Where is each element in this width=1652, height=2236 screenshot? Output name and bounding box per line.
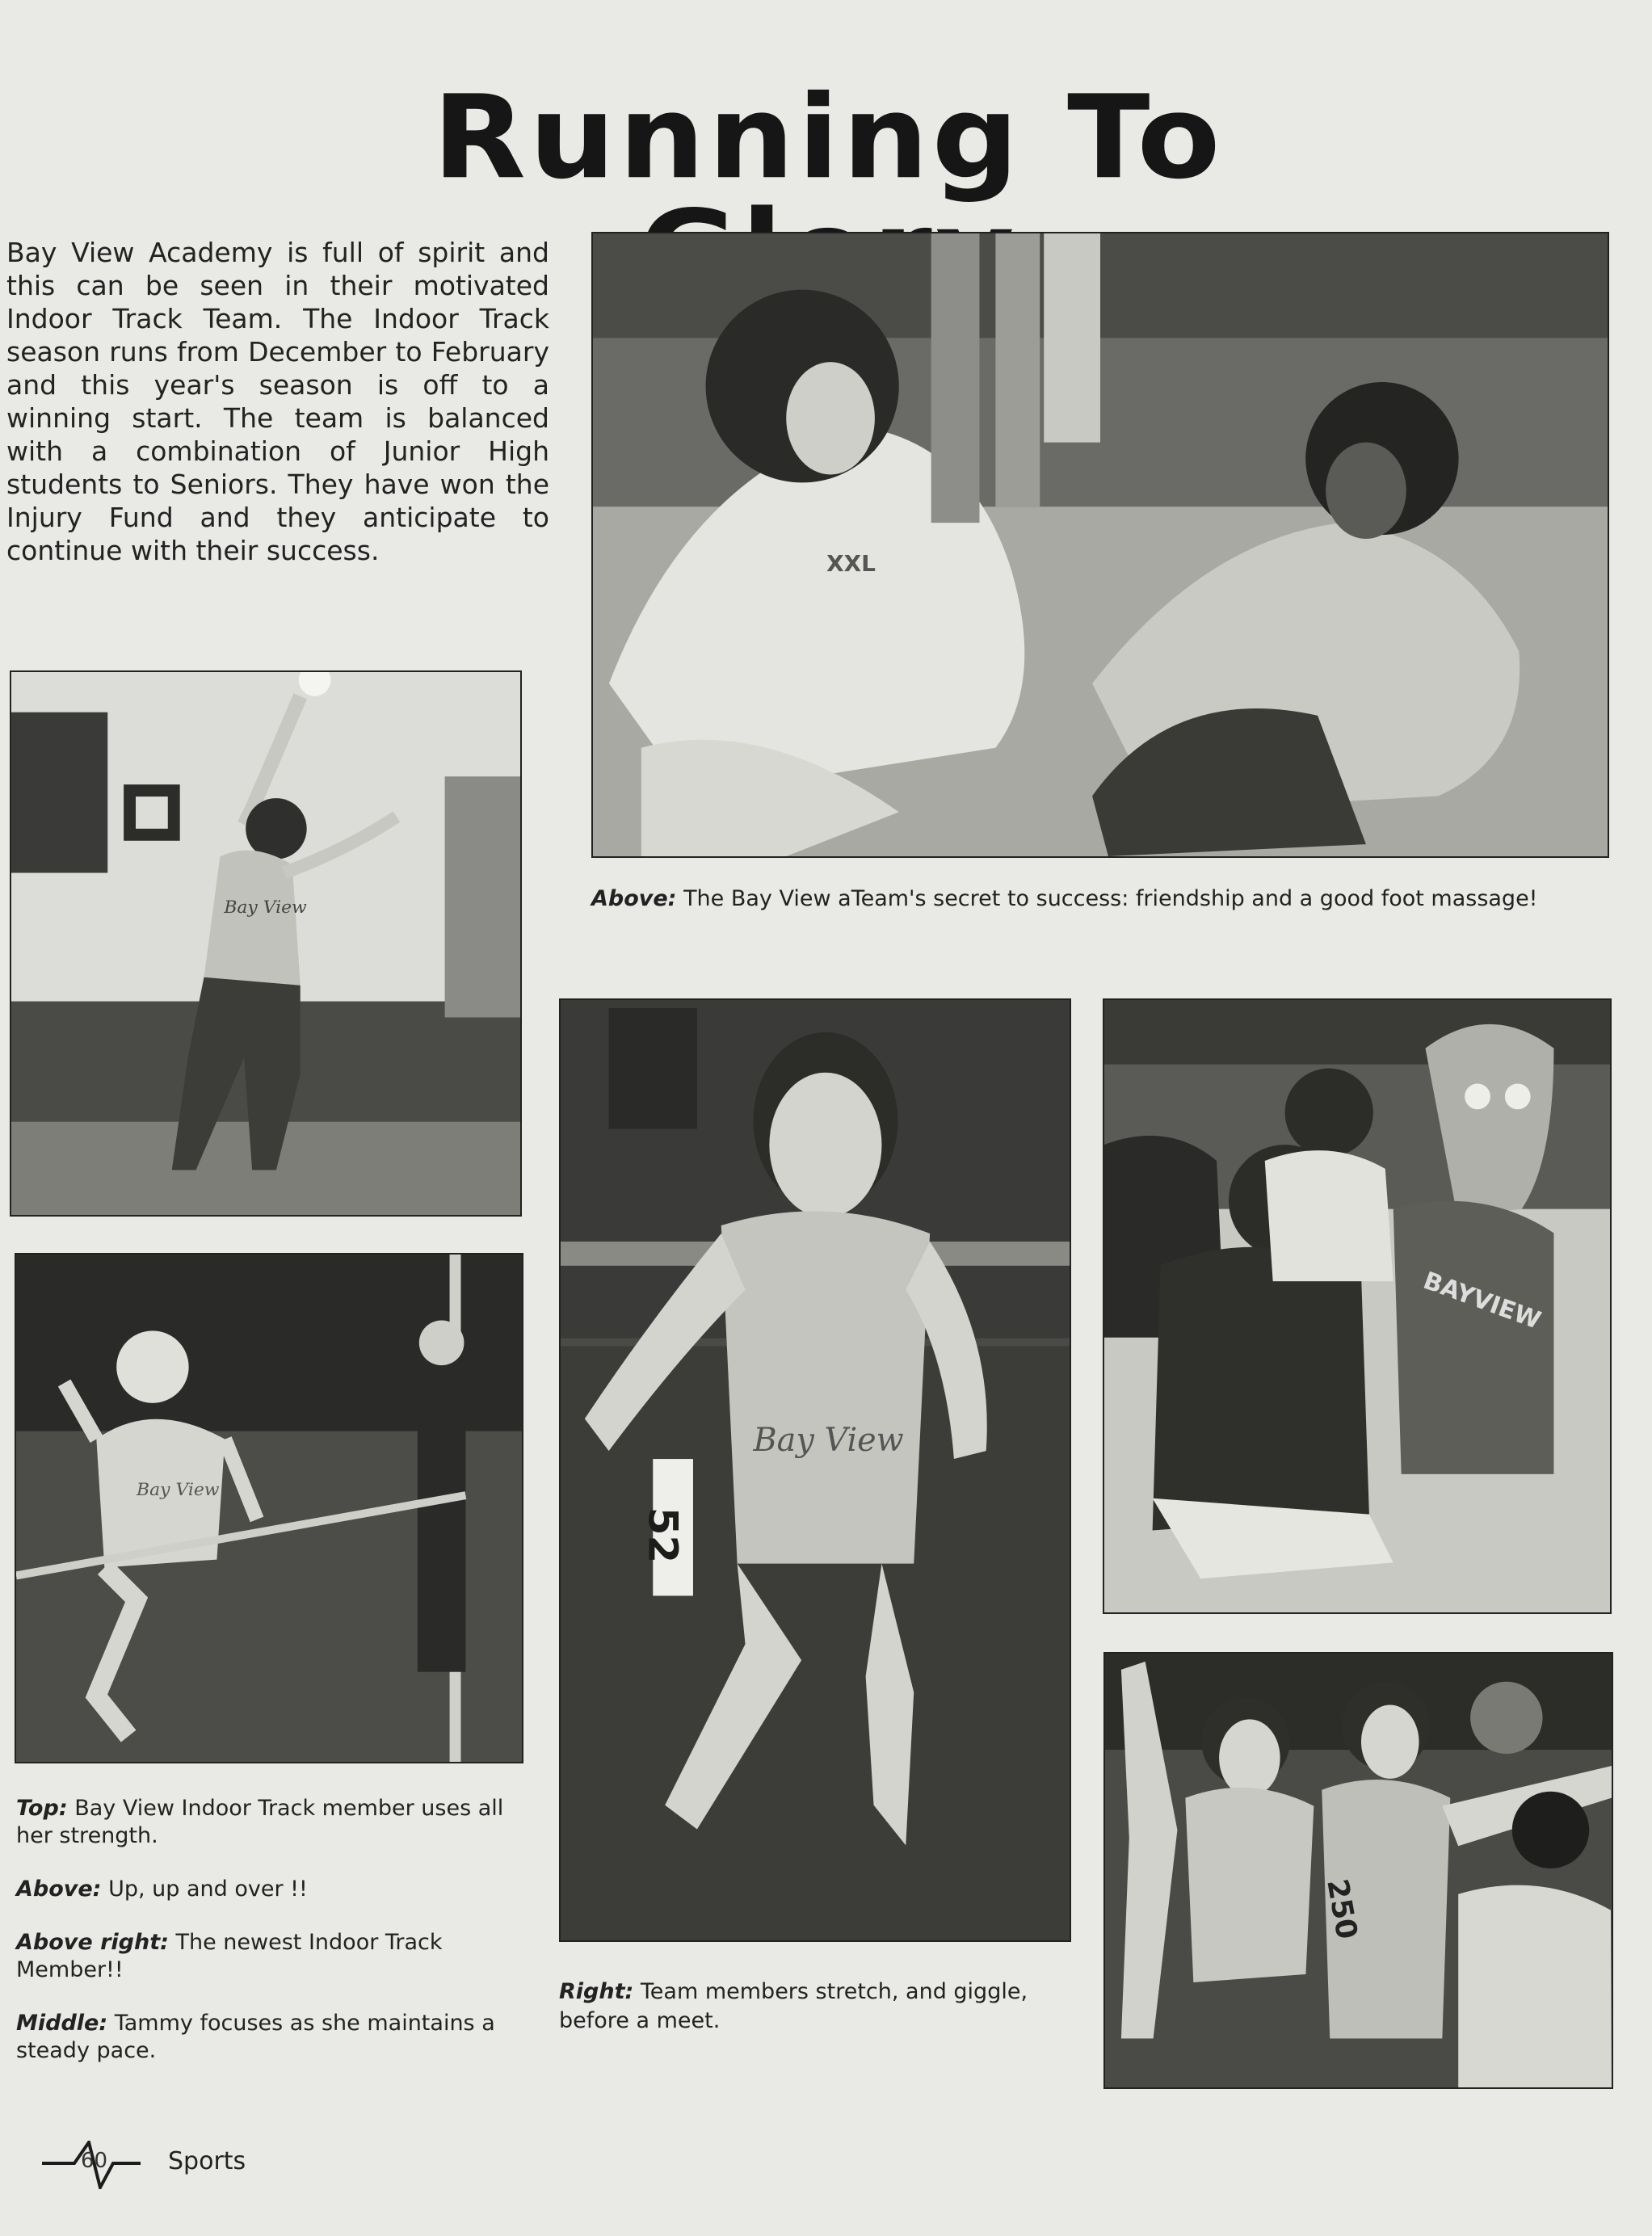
caption-text: The Bay View aTeam's secret to success: friendship and a good foot massage!: [676, 886, 1538, 911]
caption-lead: Above:: [591, 886, 677, 911]
photo-shot-put: [10, 670, 522, 1217]
mascot-shirt-text: BAYVIEW: [1419, 1266, 1545, 1335]
photo-runner: [559, 998, 1071, 1942]
runner-bib-number: 52: [639, 1507, 687, 1564]
caption-right: [559, 1978, 1060, 2036]
caption-above-right: [16, 1929, 533, 1984]
caption-lead: Above:: [16, 1877, 102, 1902]
caption-above: [16, 1876, 533, 1903]
caption-foot-massage: [591, 885, 1609, 913]
caption-lead: Right:: [559, 1979, 634, 2004]
intro-paragraph: Bay View Academy is full of spirit and this can be seen in their motivated Indoor Track Team. The Indoor Track season runs from December to February and this year's season is off to a winning start. The team is balanced with a combination of Junior High students to Seniors. They have won the Injury Fund and they anticipate to continue with their success.: [6, 237, 549, 566]
photo-high-jump: [15, 1253, 523, 1763]
section-label: Sports: [168, 2147, 246, 2175]
photo-mascot: [1103, 998, 1612, 1614]
caption-text: Tammy focuses as she maintains a steady pace.: [16, 2011, 495, 2063]
caption-text: Up, up and over !!: [101, 1877, 308, 1902]
shot-put-shirt-text: Bay View: [224, 897, 307, 918]
photo-stretch: [1103, 1652, 1613, 2089]
high-jump-shirt-text: Bay View: [137, 1480, 220, 1501]
left-caption-block: [16, 1795, 533, 2091]
page-title: Running To: [432, 71, 1224, 205]
caption-text: Team members stretch, and giggle, before a meet.: [559, 1979, 1028, 2033]
caption-lead: Above right:: [16, 1930, 169, 1955]
xxl-shirt-text: XXL: [826, 549, 876, 577]
caption-lead: Middle:: [16, 2011, 108, 2036]
caption-text: The newest Indoor Track Member!!: [16, 1930, 443, 1982]
caption-top: [16, 1795, 533, 1850]
page-footer: [32, 2141, 355, 2189]
caption-text: Bay View Indoor Track member uses all her strength.: [16, 1796, 504, 1848]
photo-foot-massage: [591, 232, 1609, 858]
runner-shirt-text: Bay View: [753, 1422, 904, 1460]
stretch-bib-number: 250: [1320, 1877, 1364, 1942]
caption-lead: Top:: [16, 1796, 68, 1821]
caption-middle: [16, 2010, 533, 2065]
page-number: 60: [81, 2149, 108, 2173]
